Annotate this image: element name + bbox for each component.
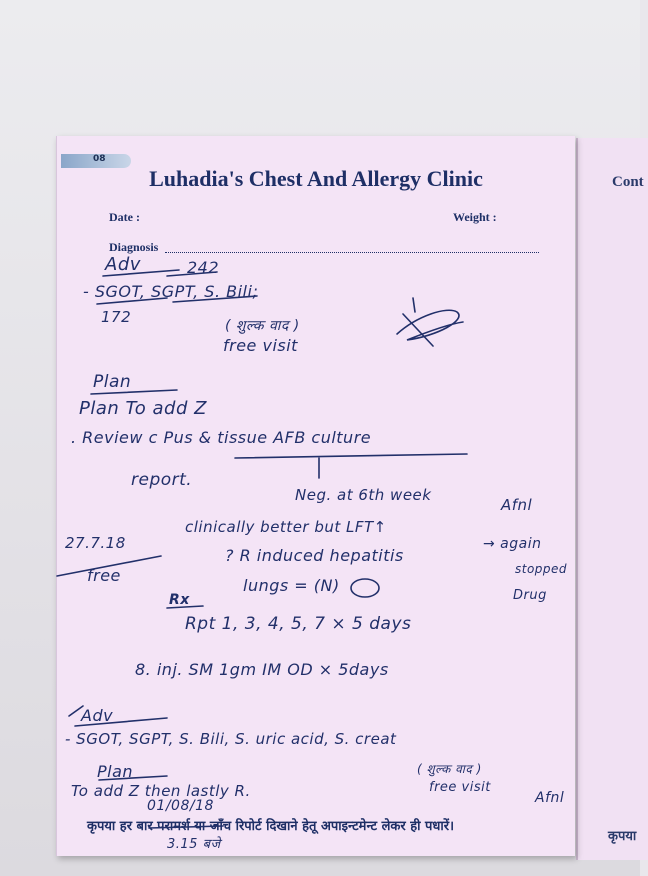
note-plan-1: Plan (93, 372, 132, 392)
note-plan-1-text: Plan To add Z (79, 398, 207, 419)
note-tests-1-num: 172 (101, 308, 132, 326)
note-free-1: ( शुल्क वाद ) (225, 318, 300, 334)
note-hepatitis: ? R induced hepatitis (225, 546, 404, 565)
next-page-header: Cont (612, 174, 644, 190)
next-page (576, 138, 648, 860)
date-label: Date : (109, 210, 140, 224)
next-page-footer: कृपया (608, 829, 637, 844)
clinic-title: Luhadia's Chest And Allergy Clinic (149, 166, 483, 191)
diagnosis-line (165, 252, 539, 253)
prescription-page (56, 136, 575, 856)
note-next-date: 01/08/18 (147, 798, 214, 814)
note-adv-1: Adv (105, 254, 141, 275)
note-rx: Rx (169, 592, 190, 608)
note-tests-2: - SGOT, SGPT, S. Bili, S. uric acid, S. creat (65, 730, 397, 748)
note-free-1-en: free visit (223, 336, 298, 355)
note-neg: Neg. at 6th week (295, 486, 432, 504)
note-adv-2: Adv (81, 706, 114, 725)
weight-label: Weight : (453, 210, 497, 224)
note-lungs: lungs = (N) (243, 576, 340, 595)
note-tests-1: - SGOT, SGPT, S. Bili; (83, 282, 259, 301)
note-free-3: ( शुल्क वाद ) (417, 762, 482, 776)
note-plan-2-text: To add Z then lastly R. (71, 782, 251, 800)
diagnosis-label: Diagnosis (109, 240, 159, 254)
note-afnl-1: Afnl (501, 496, 533, 514)
note-review: . Review c Pus & tissue AFB culture (71, 428, 372, 447)
footer-note: कृपया हर बार परामर्श या जाँच रिपोर्ट दिखाने हेतू अपाइन्टमेन्ट लेकर ही पधारें। (87, 819, 455, 834)
note-inj: 8. inj. SM 1gm IM OD × 5days (135, 660, 389, 679)
note-afnl-2: Afnl (535, 790, 565, 806)
note-free-2: free (87, 566, 121, 585)
note-free-3-en: free visit (429, 780, 491, 795)
note-stopped: stopped (515, 562, 568, 576)
note-clinical: clinically better but LFT↑ (185, 518, 387, 536)
note-adv-1-num: 242 (187, 258, 220, 277)
note-next-time: 3.15 बजे (167, 837, 221, 852)
note-again: → again (483, 536, 542, 552)
note-report: report. (131, 470, 193, 490)
note-plan-2: Plan (97, 762, 134, 781)
note-date-2: 27.7.18 (65, 534, 126, 552)
note-rpt: Rpt 1, 3, 4, 5, 7 × 5 days (185, 614, 412, 634)
note-drug: Drug (513, 588, 547, 603)
page-number: 08 (93, 154, 106, 164)
